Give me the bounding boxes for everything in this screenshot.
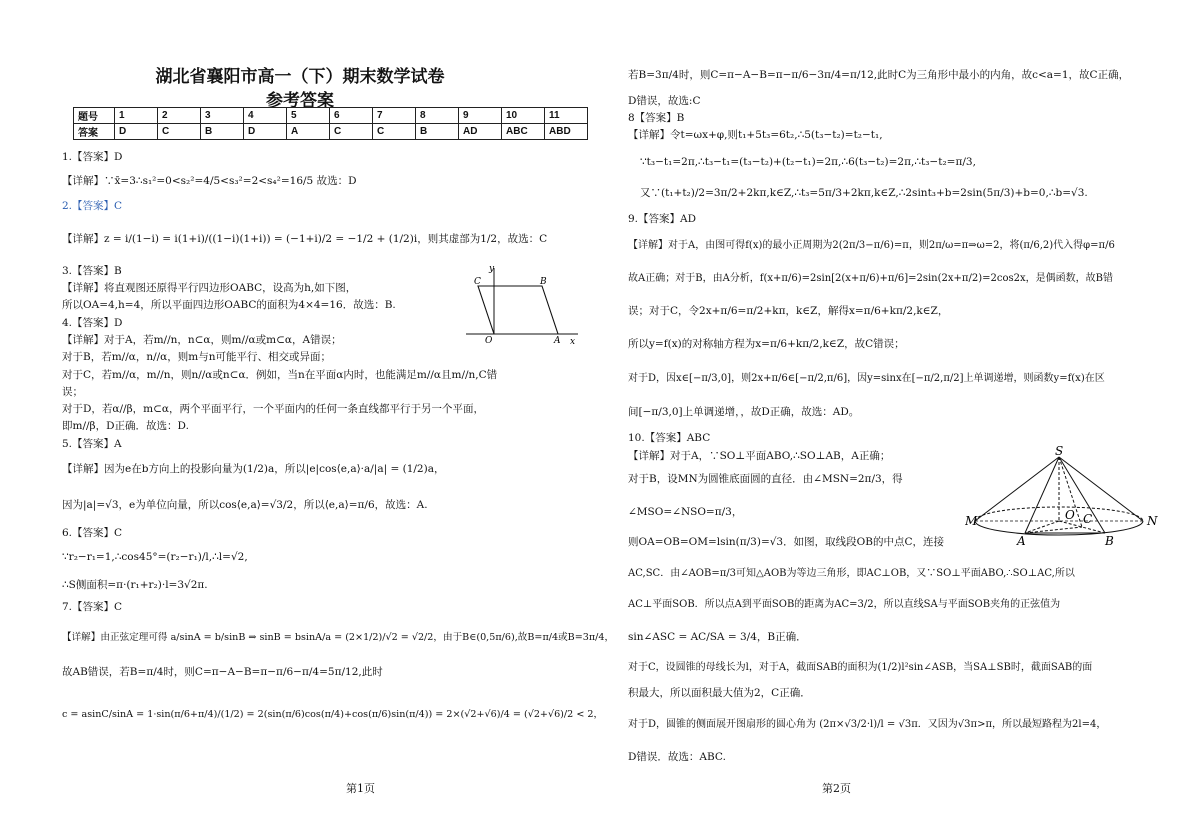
table-cell: 3	[201, 108, 244, 124]
label-c: C	[474, 277, 481, 287]
answer-line: 9.【答案】AD	[628, 213, 697, 225]
label-y: y	[489, 264, 495, 274]
label-o: O	[485, 336, 493, 344]
table-cell: 1	[115, 108, 158, 124]
answer-line: D错误．故选：ABC.	[628, 751, 726, 763]
answer-line: 即m//β，D正确．故选：D.	[62, 420, 189, 432]
answer-line: 故A正确；对于B，由A分析，f(x+π/6)=2sin[2(x+π/6)+π/6]=2sin(2x+π/2)=2cos2x，是偶函数，故B错	[628, 273, 1113, 284]
label-x: x	[570, 337, 576, 344]
answer-line: 若B=3π/4时，则C=π−A−B=π−π/6−3π/4=π/12,此时C为三角形中最小的内角，故c<a=1，故C正确，	[628, 69, 1130, 81]
answer-line: 2.【答案】C	[62, 200, 123, 212]
answer-line: 对于B，设MN为圆锥底面圆的直径．由∠MSN=2π/3，得	[628, 473, 903, 485]
answer-line: 因为|a|=√3，e为单位向量，所以cos⟨e,a⟩=√3/2，所以⟨e,a⟩=π/6，故选：A.	[62, 499, 428, 511]
answer-line: 【详解】对于A，∵SO⊥平面ABO,∴SO⊥AB，A正确；	[628, 450, 891, 462]
table-cell: B	[201, 124, 244, 140]
label-a: A	[554, 336, 561, 344]
label-b: B	[1105, 534, 1114, 548]
table-cell: C	[373, 124, 416, 140]
answer-line: 故AB错误，若B=π/4时，则C=π−A−B=π−π/6−π/4=5π/12,此时	[62, 666, 383, 678]
answer-line: 3.【答案】B	[62, 265, 122, 277]
table-cell: C	[330, 124, 373, 140]
answer-line: 对于D，因x∈[−π/3,0]，则2x+π/6∈[−π/2,π/6]，因y=sinx在[−π/2,π/2]上单调递增，则函数y=f(x)在区	[628, 373, 1105, 384]
answer-table-row	[74, 124, 588, 140]
table-cell: 11	[545, 108, 588, 124]
page-number: 第2页	[822, 782, 851, 795]
answer-table-header-row	[74, 108, 588, 124]
table-cell: 2	[158, 108, 201, 124]
parallelogram-figure	[462, 262, 582, 344]
answer-line: 6.【答案】C	[62, 527, 123, 539]
answer-line: 又∵(t₁+t₂)/2=3π/2+2kπ,k∈Z,∴t₃=5π/3+2kπ,k∈Z,∴2sint₃+b=2sin(5π/3)+b=0,∴b=√3.	[640, 187, 1088, 199]
label-o: O	[1065, 508, 1075, 522]
answer-line: 【详解】由正弦定理可得 a/sinA = b/sinB ⇒ sinB = bsinA/a = (2×1/2)/√2 = √2/2，由于B∈(0,5π/6),故B=π/4或B=3π/4，	[62, 632, 615, 643]
table-cell: 10	[502, 108, 545, 124]
answer-line: 积最大，所以面积最大值为2，C正确．	[628, 687, 811, 699]
table-cell: ABD	[545, 124, 588, 140]
table-cell: 答案	[74, 124, 115, 140]
answer-line: 对于D，若α//β，m⊂α，两个平面平行，一个平面内的任何一条直线都平行于另一个平面，	[62, 403, 484, 415]
answer-line: AC,SC．由∠AOB=π/3可知△AOB为等边三角形，即AC⊥OB，又∵SO⊥平面ABO,∴SO⊥AC,所以	[628, 568, 1075, 579]
table-cell: AD	[459, 124, 502, 140]
table-cell: D	[115, 124, 158, 140]
answer-line: 误；对于C，令2x+π/6=π/2+kπ，k∈Z，解得x=π/6+kπ/2,k∈Z，	[628, 305, 949, 317]
table-cell: A	[287, 124, 330, 140]
answer-line: 对于B，若m//α，n//α，则m与n可能平行、相交或异面；	[62, 351, 331, 363]
label-a: A	[1017, 534, 1026, 548]
answer-line: 8【答案】B	[628, 112, 685, 124]
label-b: B	[540, 277, 547, 287]
answer-line: c = asinC/sinA = 1·sin(π/6+π/4)/(1/2) = 2(sin(π/6)cos(π/4)+cos(π/6)sin(π/4)) = 2×(√2+√6)/4 = (√2+√6)/2 < 2，	[62, 709, 604, 720]
answer-line: ∴S侧面积=π·(r₁+r₂)·l=3√2π.	[62, 579, 208, 591]
answer-line: 所以y=f(x)的对称轴方程为x=π/6+kπ/2,k∈Z，故C错误；	[628, 338, 905, 350]
label-c: C	[1083, 512, 1093, 526]
answer-line: ∵r₂−r₁=1,∴cos45°=(r₂−r₁)/l,∴l=√2,	[62, 551, 248, 563]
table-cell: D	[244, 124, 287, 140]
table-cell: 题号	[74, 108, 115, 124]
answer-line: 【详解】对于A，若m//n，n⊂α，则m//α或m⊂α，A错误；	[62, 334, 342, 346]
answer-line: 则OA=OB=OM=lsin(π/3)=√3．如图，取线段OB的中点C，连接	[628, 536, 944, 548]
document-subtitle: 参考答案	[266, 91, 334, 111]
table-cell: ABC	[502, 124, 545, 140]
answer-line: sin∠ASC = AC/SA = 3/4，B正确．	[628, 631, 807, 643]
answer-line: 间[−π/3,0]上单调递增，，故D正确，故选：AD。	[628, 406, 860, 418]
answer-line: 对于C，设圆锥的母线长为l，对于A，截面SAB的面积为(1/2)l²sin∠ASB，当SA⊥SB时，截面SAB的面	[628, 662, 1093, 673]
table-cell: B	[416, 124, 459, 140]
label-n: N	[1147, 514, 1158, 528]
answer-line: 【详解】z = i/(1−i) = i(1+i)/((1−i)(1+i)) = (−1+i)/2 = −1/2 + (1/2)i，则其虚部为1/2，故选：C	[62, 233, 548, 245]
cone-figure	[965, 445, 1165, 550]
answer-line: 误；	[62, 386, 83, 398]
answer-line: 【详解】对于A，由图可得f(x)的最小正周期为2(2π/3−π/6)=π，则2π/ω=π⇒ω=2，将(π/6,2)代入得φ=π/6	[628, 240, 1115, 251]
answer-line: 对于C，若m//α，m//n，则n//α或n⊂α．例如，当n在平面α内时，也能满足m//α且m//n,C错	[62, 369, 498, 381]
table-cell: 4	[244, 108, 287, 124]
answer-line: 【详解】∵x̄=3∴s₁²=0<s₂²=4/5<s₃²=2<s₄²=16/5 故选：D	[62, 175, 357, 187]
answer-line: 4.【答案】D	[62, 317, 123, 329]
answer-line: ∵t₃−t₁=2π,∴t₃−t₁=(t₃−t₂)+(t₂−t₁)=2π,∴6(t₃−t₂)=2π,∴t₃−t₂=π/3,	[640, 156, 976, 168]
answer-line: 【详解】将直观图还原得平行四边形OABC，设高为h,如下图，	[62, 282, 357, 294]
page-number: 第1页	[346, 782, 375, 795]
table-cell: C	[158, 124, 201, 140]
answer-line: 7.【答案】C	[62, 601, 123, 613]
table-cell: 9	[459, 108, 502, 124]
answer-line: 10.【答案】ABC	[628, 432, 711, 444]
table-cell: 7	[373, 108, 416, 124]
document-title: 湖北省襄阳市高一（下）期末数学试卷	[155, 67, 445, 87]
answer-line: 对于D，圆锥的侧面展开图扇形的圆心角为 (2π×√3/2·l)/l = √3π．又因为√3π>π，所以最短路程为2l=4，	[628, 719, 1107, 730]
label-s: S	[1055, 445, 1064, 458]
answer-line: 1.【答案】D	[62, 151, 123, 163]
answer-line: 【详解】令t=ωx+φ,则t₁+5t₃=6t₂,∴5(t₃−t₂)=t₂−t₁,	[628, 129, 883, 141]
table-cell: 5	[287, 108, 330, 124]
answer-table	[73, 107, 588, 140]
label-m: M	[965, 514, 978, 528]
page-2	[600, 0, 1200, 831]
answer-line: D错误，故选:C	[628, 95, 701, 107]
table-cell: 6	[330, 108, 373, 124]
table-cell: 8	[416, 108, 459, 124]
answer-line: 所以OA=4,h=4，所以平面四边形OABC的面积为4×4=16．故选：B.	[62, 299, 396, 311]
answer-line: AC⊥平面SOB．所以点A到平面SOB的距离为AC=3/2，所以直线SA与平面SOB夹角的正弦值为	[628, 599, 1061, 610]
answer-line: 5.【答案】A	[62, 438, 122, 450]
answer-line: ∠MSO=∠NSO=π/3，	[628, 506, 743, 518]
answer-line: 【详解】因为e在b方向上的投影向量为(1/2)a，所以|e|cos⟨e,a⟩·a/|a| = (1/2)a，	[62, 463, 445, 475]
